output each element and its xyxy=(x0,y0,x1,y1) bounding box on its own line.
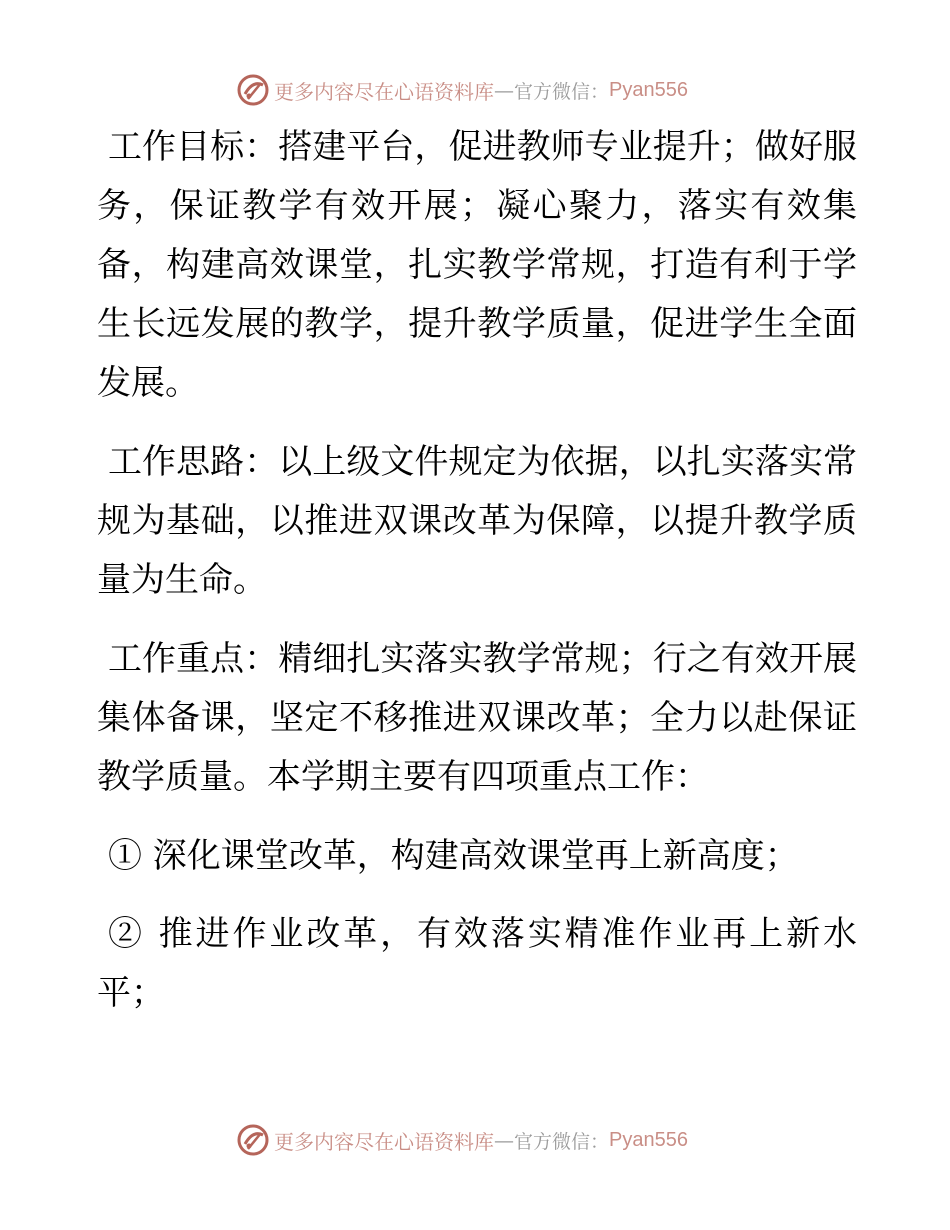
paragraph-work-approach: 工作思路：以上级文件规定为依据，以扎实落实常规为基础，以推进双课改革为保障，以提升教学质量为生命。 xyxy=(97,442,857,600)
header-watermark xyxy=(236,72,688,108)
paragraph-work-focus: 工作重点：精细扎实落实教学常规；行之有效开展集体备课，坚定不移推进双课改革；全力以赴保证教学质量。本学期主要有四项重点工作： xyxy=(97,639,857,797)
watermark-text: 更多内容尽在心语资料库 xyxy=(274,79,494,104)
watermark-label: 官方微信： xyxy=(514,1130,610,1153)
footer-watermark xyxy=(236,1122,688,1158)
library-logo-icon xyxy=(236,73,270,107)
library-logo-icon xyxy=(236,1123,270,1157)
document-body xyxy=(97,118,857,1023)
watermark-id: Pyan556 xyxy=(609,78,688,101)
paragraph-work-goals: 工作目标：搭建平台，促进教师专业提升；做好服务，保证教学有效开展；凝心聚力，落实有效集备，构建高效课堂，扎实教学常规，打造有利于学生长远发展的教学，提升教学质量，促进学生全面发展。 xyxy=(97,127,857,403)
watermark-id: Pyan556 xyxy=(609,1128,688,1151)
list-item-homework-reform: ② 推进作业改革，有效落实精准作业再上新水平； xyxy=(97,914,857,1013)
watermark-dash: — xyxy=(494,1128,514,1152)
watermark-text: 更多内容尽在心语资料库 xyxy=(274,1129,494,1154)
watermark-label: 官方微信： xyxy=(514,80,610,103)
list-item-classroom-reform: ① 深化课堂改革，构建高效课堂再上新高度； xyxy=(108,836,799,876)
watermark-dash: — xyxy=(494,78,514,102)
